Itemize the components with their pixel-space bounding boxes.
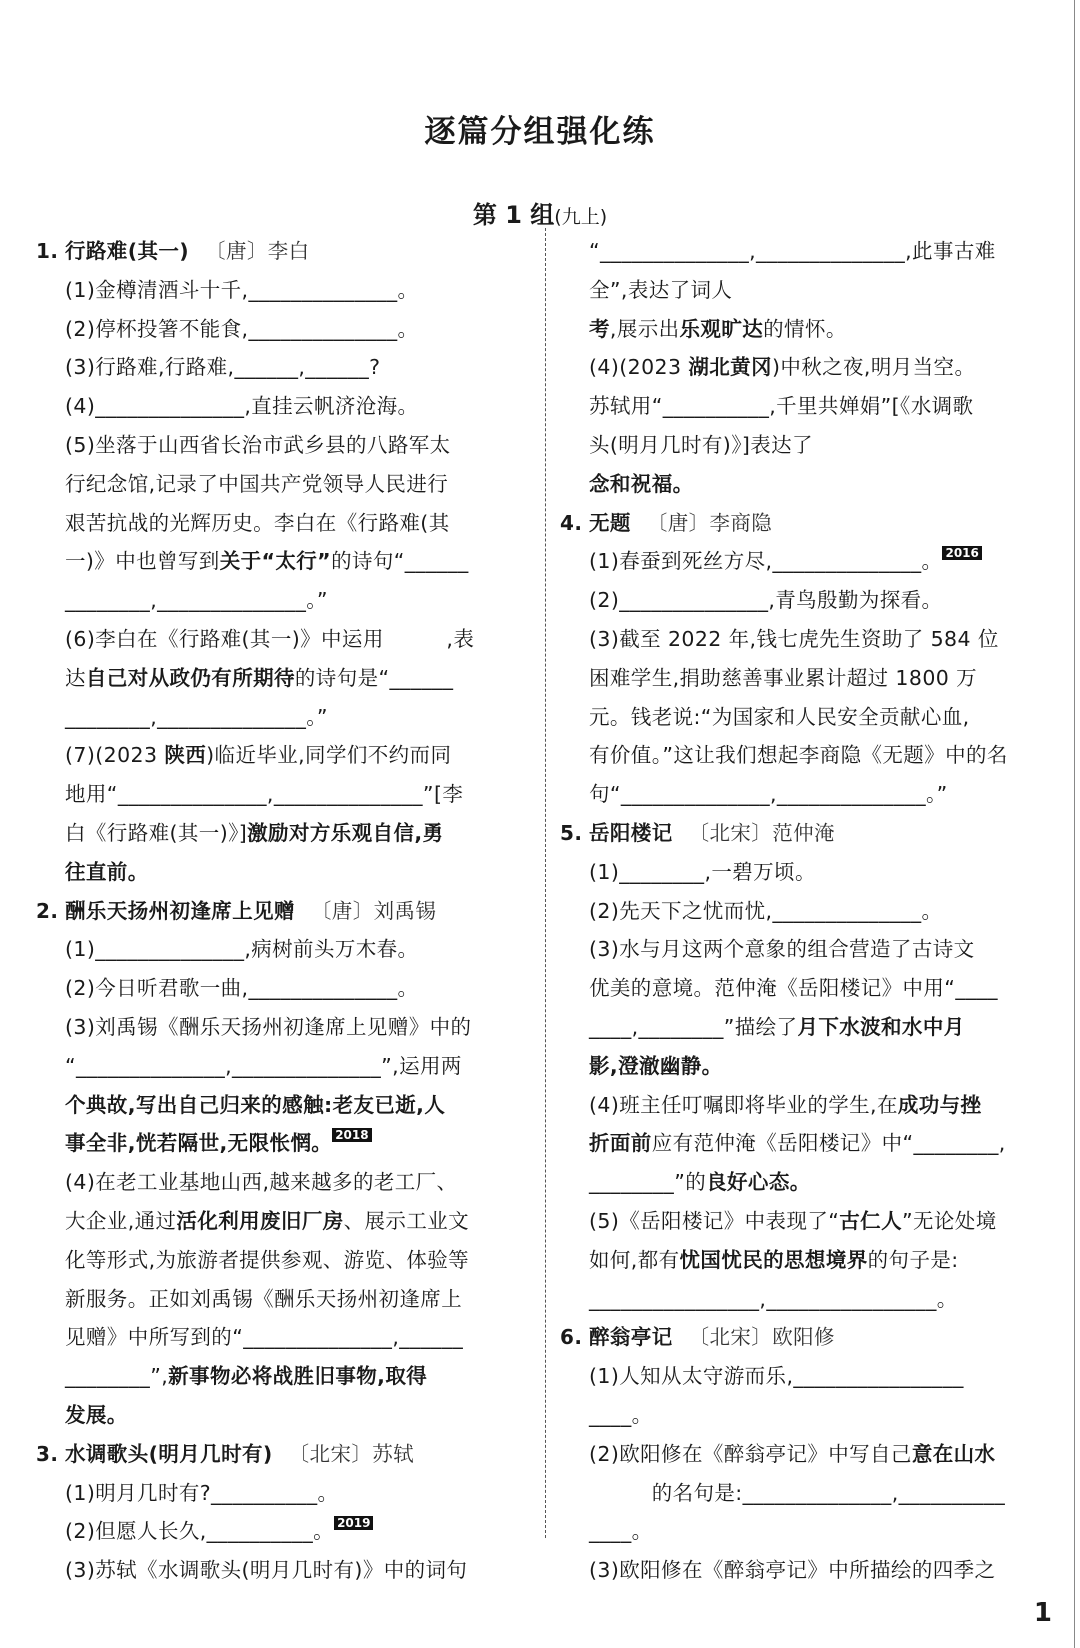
line-text: )临近毕业,同学们不约而同 [206, 743, 452, 768]
text-line [560, 698, 1015, 737]
line-text: ________”的 [589, 1170, 707, 1195]
emphasis-text: 折面前 [589, 1131, 652, 1156]
text-line [36, 1396, 491, 1435]
question-header [560, 814, 1015, 853]
text-line [36, 1202, 491, 1241]
poem-title: 水调歌头(明月几时有) [65, 1441, 273, 1466]
question-number: 1. [36, 239, 59, 263]
text-line [560, 853, 1015, 892]
text-line [560, 1512, 1015, 1551]
text-line [36, 659, 491, 698]
line-text: 有价值。”这让我们想起李商隐《无题》中的名 [589, 743, 1008, 768]
text-line [36, 387, 491, 426]
text-line [36, 581, 491, 620]
line-text: (3)水与月这两个意象的组合营造了古诗文 [589, 937, 975, 962]
text-line [560, 1357, 1015, 1396]
question-number: 3. [36, 1441, 59, 1466]
text-line [560, 387, 1015, 426]
line-text: (5)坐落于山西省长治市武乡县的八路军太 [65, 432, 451, 457]
text-line [560, 1008, 1015, 1047]
line-text: (6)李白在《行路难(其一)》中运用 ,表 [65, 626, 475, 651]
emphasis-text: 意在山水 [911, 1441, 996, 1466]
group-label: 第 1 组 [472, 201, 555, 229]
emphasis-text: 影,澄澈幽静。 [589, 1053, 723, 1078]
line-text: (2)停杯投箸不能食,______________。 [65, 316, 419, 341]
line-text: (3)行路难,行路难,______,______? [65, 355, 381, 380]
line-text: ”无论处境 [901, 1208, 997, 1233]
emphasis-text: 良好心态。 [706, 1170, 811, 1195]
text-line [36, 426, 491, 465]
text-line [36, 1124, 491, 1163]
line-text: “______________,______________,此事古难 [589, 239, 996, 263]
group-heading [0, 195, 1080, 230]
emphasis-text: 成功与挫 [897, 1092, 982, 1117]
text-line [560, 892, 1015, 931]
line-text: 的诗句是“______ [294, 665, 454, 690]
text-line [560, 969, 1015, 1008]
text-line [36, 775, 491, 814]
text-line [36, 465, 491, 504]
line-text: ____,________”描绘了 [589, 1014, 798, 1039]
text-line [36, 1008, 491, 1047]
text-line [560, 736, 1015, 775]
poem-author: 〔唐〕李商隐 [646, 510, 773, 535]
line-text: (2)今日听君歌一曲,______________。 [65, 976, 419, 1001]
emphasis-text: 新事物必将战胜旧事物,取得 [168, 1364, 428, 1389]
text-line [36, 1512, 491, 1551]
emphasis-text: 古仁人 [839, 1208, 902, 1233]
question-number: 5. [560, 820, 583, 845]
text-line [36, 1047, 491, 1086]
question-header [560, 504, 1015, 543]
text-line [560, 775, 1015, 814]
line-text: 白《行路难(其一)》] [65, 820, 248, 845]
text-line [560, 620, 1015, 659]
emphasis-text: 发展。 [65, 1402, 128, 1427]
line-text: (3)苏轼《水调歌头(明月几时有)》中的词句 [65, 1558, 468, 1583]
emphasis-text: 湖北黄冈 [688, 355, 772, 380]
page-edge [1074, 0, 1075, 1648]
line-text: (1)金樽清酒斗十千,______________。 [65, 277, 419, 302]
emphasis-text: 事全非,恍若隔世,无限怅惘。 [65, 1131, 333, 1156]
line-text: 、展示工业文 [343, 1208, 470, 1233]
emphasis-text: 月下水波和水中月 [797, 1014, 965, 1039]
line-text: ________”, [65, 1364, 169, 1389]
text-line [560, 1241, 1015, 1280]
line-text: (2)先天下之忧而忧,______________。 [589, 898, 943, 923]
line-text: ________,______________。” [65, 704, 328, 729]
text-line [560, 1086, 1015, 1125]
text-line [36, 698, 491, 737]
line-text: 头(明月几时有)》]表达了 [589, 432, 813, 457]
text-line [560, 1047, 1015, 1086]
text-line [560, 659, 1015, 698]
poem-title: 无题 [589, 510, 631, 535]
text-line [36, 1357, 491, 1396]
line-text: 全”,表达了词人 [589, 277, 733, 302]
text-line [36, 271, 491, 310]
line-text: 地用“______________,______________”[李 [65, 782, 464, 807]
text-line [560, 1280, 1015, 1319]
poem-author: 〔北宋〕苏轼 [288, 1441, 415, 1466]
line-text: (5)《岳阳楼记》中表现了“ [589, 1208, 840, 1233]
year-badge: 2018 [332, 1128, 371, 1142]
text-line [560, 232, 1015, 271]
line-text: “______________,______________”,运用两 [65, 1053, 462, 1078]
line-text: 如何,都有 [589, 1247, 680, 1272]
emphasis-text: 个典故,写出自己归来的感触:老友已逝,人 [65, 1092, 446, 1117]
year-badge: 2019 [334, 1516, 373, 1530]
text-line [560, 1474, 1015, 1513]
poem-author: 〔北宋〕欧阳修 [688, 1325, 835, 1350]
text-line [560, 1124, 1015, 1163]
text-line [560, 1202, 1015, 1241]
poem-author: 〔唐〕李白 [205, 239, 310, 263]
text-line [36, 620, 491, 659]
page-number: 1 [1033, 1598, 1052, 1628]
line-text: (2)欧阳修在《醉翁亭记》中写自己 [589, 1441, 912, 1466]
line-text: 行纪念馆,记录了中国共产党领导人民进行 [65, 471, 449, 496]
emphasis-text: 自己对从政仍有所期待 [85, 665, 295, 690]
text-line [36, 310, 491, 349]
text-line [560, 348, 1015, 387]
line-text: (2)但愿人长久,__________。 [65, 1519, 335, 1544]
column-divider [545, 228, 546, 1538]
text-line [36, 1474, 491, 1513]
left-column [36, 232, 491, 1590]
emphasis-text: 往直前。 [65, 859, 149, 884]
line-text: (1)春蚕到死丝方尽,______________。 [589, 549, 943, 574]
text-line [560, 1163, 1015, 1202]
poem-title: 行路难(其一) [65, 239, 190, 263]
line-text: ____。 [589, 1402, 653, 1427]
line-text: 大企业,通过 [65, 1208, 177, 1233]
text-line [560, 426, 1015, 465]
question-header [560, 1318, 1015, 1357]
text-line [36, 930, 491, 969]
line-text: (3)刘禹锡《酬乐天扬州初逢席上见赠》中的 [65, 1014, 472, 1039]
line-text: ________________,________________。 [589, 1286, 958, 1311]
text-line [36, 853, 491, 892]
emphasis-text: 激励对方乐观自信,勇 [247, 820, 444, 845]
question-header [36, 892, 491, 931]
year-badge: 2016 [942, 546, 981, 560]
text-line [36, 1280, 491, 1319]
poem-author: 〔唐〕刘禹锡 [310, 898, 437, 923]
group-grade: (九上) [554, 206, 608, 228]
line-text: 苏轼用“__________,千里共婵娟”[《水调歌 [589, 394, 974, 419]
line-text: (4)在老工业基地山西,越来越多的老工厂、 [65, 1170, 458, 1195]
poem-author: 〔北宋〕范仲淹 [688, 820, 835, 845]
line-text: 困难学生,捐助慈善事业累计超过 1800 万 [589, 665, 978, 690]
question-header [36, 1435, 491, 1474]
text-line [560, 1551, 1015, 1590]
question-number: 6. [560, 1325, 583, 1350]
text-line [36, 348, 491, 387]
line-text: (4)班主任叮嘱即将毕业的学生,在 [589, 1092, 898, 1117]
line-text: (2)______________,青鸟殷勤为探看。 [589, 588, 943, 613]
question-number: 4. [560, 510, 583, 535]
line-text: 见赠》中所写到的“______________,______ [65, 1325, 464, 1350]
text-line [560, 1435, 1015, 1474]
line-text: 的情怀。 [763, 316, 847, 341]
line-text: (3)欧阳修在《醉翁亭记》中所描绘的四季之 [589, 1558, 996, 1583]
text-line [560, 465, 1015, 504]
emphasis-text: 忧国忧民的思想境界 [679, 1247, 868, 1272]
text-line [36, 1086, 491, 1125]
question-number: 2. [36, 898, 59, 923]
line-text: 达 [65, 665, 86, 690]
question-header [36, 232, 491, 271]
emphasis-text: 考 [589, 316, 610, 341]
text-line [36, 1318, 491, 1357]
line-text: 句“______________,______________。” [589, 782, 948, 807]
line-text: 的句子是: [867, 1247, 959, 1272]
text-line [36, 1241, 491, 1280]
text-line [36, 1551, 491, 1590]
right-column [560, 232, 1015, 1590]
line-text: (4)(2023 [589, 355, 689, 380]
poem-title: 酬乐天扬州初逢席上见赠 [65, 898, 295, 923]
text-line [560, 930, 1015, 969]
text-line [36, 969, 491, 1008]
text-line [36, 736, 491, 775]
line-text: ________,______________。” [65, 588, 328, 613]
emphasis-text: 乐观旷达 [679, 316, 764, 341]
line-text: (1)明月几时有?__________。 [65, 1480, 339, 1505]
line-text: 应有范仲淹《岳阳楼记》中“________, [651, 1131, 1006, 1156]
emphasis-text: 关于“太行” [219, 549, 332, 574]
line-text: 优美的意境。范仲淹《岳阳楼记》中用“____ [589, 976, 998, 1001]
emphasis-text: 活化利用废旧厂房 [176, 1208, 344, 1233]
poem-title: 岳阳楼记 [589, 820, 673, 845]
line-text: ____。 [589, 1519, 653, 1544]
line-text: 艰苦抗战的光辉历史。李白在《行路难(其 [65, 510, 450, 535]
line-text: )中秋之夜,明月当空。 [771, 355, 976, 380]
text-line [560, 310, 1015, 349]
text-line [36, 1163, 491, 1202]
line-text: 的名句是:______________,__________ [589, 1480, 1006, 1505]
line-text: 一)》中也曾写到 [65, 549, 220, 574]
line-text: ,展示出 [609, 316, 680, 341]
text-line [560, 542, 1015, 581]
line-text: (1)______________,病树前头万木春。 [65, 937, 419, 962]
line-text: (1)________,一碧万顷。 [589, 859, 816, 884]
emphasis-text: 陕西 [164, 743, 207, 768]
line-text: (7)(2023 [65, 743, 165, 768]
line-text: 化等形式,为旅游者提供参观、游览、体验等 [65, 1247, 470, 1272]
emphasis-text: 念和祝福。 [589, 471, 694, 496]
line-text: (4)______________,直挂云帆济沧海。 [65, 394, 419, 419]
text-line [36, 504, 491, 543]
line-text: (1)人知从太守游而乐,________________ [589, 1364, 964, 1389]
page-title: 逐篇分组强化练 [424, 114, 656, 150]
line-text: (3)截至 2022 年,钱七虎先生资助了 584 位 [589, 626, 999, 651]
text-line [560, 271, 1015, 310]
text-line [36, 814, 491, 853]
line-text: 元。钱老说:“为国家和人民安全贡献心血, [589, 704, 970, 729]
text-line [36, 542, 491, 581]
line-text: 的诗句“______ [331, 549, 469, 574]
poem-title: 醉翁亭记 [589, 1325, 673, 1350]
line-text: 新服务。正如刘禹锡《酬乐天扬州初逢席上 [65, 1286, 463, 1311]
text-line [560, 1396, 1015, 1435]
text-line [560, 581, 1015, 620]
